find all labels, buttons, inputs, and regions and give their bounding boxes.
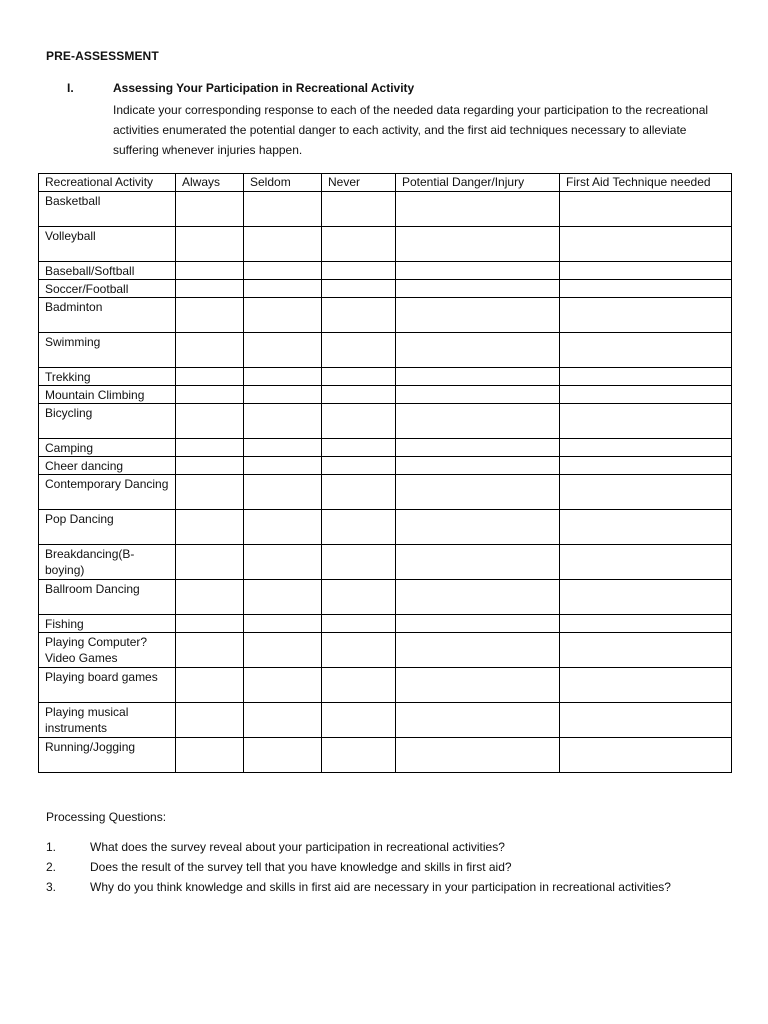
activity-name: Bicycling [39, 404, 176, 439]
always-cell[interactable] [176, 368, 244, 386]
list-item [46, 837, 671, 857]
seldom-cell[interactable] [244, 404, 322, 439]
column-header: Potential Danger/Injury [396, 174, 560, 192]
table-row [39, 404, 732, 439]
always-cell[interactable] [176, 333, 244, 368]
seldom-cell[interactable] [244, 668, 322, 703]
activity-name: Pop Dancing [39, 510, 176, 545]
never-cell[interactable] [322, 439, 396, 457]
first-aid-cell[interactable] [560, 298, 732, 333]
never-cell[interactable] [322, 703, 396, 738]
column-header: Always [176, 174, 244, 192]
never-cell[interactable] [322, 457, 396, 475]
seldom-cell[interactable] [244, 633, 322, 668]
always-cell[interactable] [176, 545, 244, 580]
never-cell[interactable] [322, 738, 396, 773]
seldom-cell[interactable] [244, 280, 322, 298]
first-aid-cell[interactable] [560, 262, 732, 280]
seldom-cell[interactable] [244, 262, 322, 280]
always-cell[interactable] [176, 633, 244, 668]
always-cell[interactable] [176, 262, 244, 280]
always-cell[interactable] [176, 298, 244, 333]
seldom-cell[interactable] [244, 510, 322, 545]
danger-injury-cell[interactable] [396, 580, 560, 615]
activity-name: Breakdancing(B-boying) [39, 545, 176, 580]
first-aid-cell[interactable] [560, 368, 732, 386]
column-header: First Aid Technique needed [560, 174, 732, 192]
first-aid-cell[interactable] [560, 404, 732, 439]
section-number: I. [67, 81, 74, 95]
always-cell[interactable] [176, 738, 244, 773]
list-item [46, 877, 671, 897]
activity-name: Badminton [39, 298, 176, 333]
never-cell[interactable] [322, 668, 396, 703]
never-cell[interactable] [322, 510, 396, 545]
first-aid-cell[interactable] [560, 386, 732, 404]
table-row [39, 333, 732, 368]
question-number: 1. [46, 840, 57, 854]
danger-injury-cell[interactable] [396, 298, 560, 333]
always-cell[interactable] [176, 280, 244, 298]
activity-name: Trekking [39, 368, 176, 386]
activity-name: Ballroom Dancing [39, 580, 176, 615]
seldom-cell[interactable] [244, 703, 322, 738]
table-header-row [39, 174, 732, 192]
seldom-cell[interactable] [244, 545, 322, 580]
question-number: 2. [46, 860, 57, 874]
question-number: 3. [46, 880, 57, 894]
always-cell[interactable] [176, 404, 244, 439]
danger-injury-cell[interactable] [396, 368, 560, 386]
processing-questions-list [46, 837, 671, 897]
first-aid-cell[interactable] [560, 227, 732, 262]
question-text: Does the result of the survey tell that you have knowledge and skills in first aid? [90, 860, 512, 874]
table-body [39, 192, 732, 773]
always-cell[interactable] [176, 457, 244, 475]
table-row [39, 386, 732, 404]
activity-name: Playing Computer? Video Games [39, 633, 176, 668]
first-aid-cell[interactable] [560, 668, 732, 703]
danger-injury-cell[interactable] [396, 738, 560, 773]
never-cell[interactable] [322, 227, 396, 262]
danger-injury-cell[interactable] [396, 475, 560, 510]
first-aid-cell[interactable] [560, 633, 732, 668]
table-row [39, 633, 732, 668]
never-cell[interactable] [322, 333, 396, 368]
danger-injury-cell[interactable] [396, 545, 560, 580]
first-aid-cell[interactable] [560, 439, 732, 457]
danger-injury-cell[interactable] [396, 280, 560, 298]
activity-name: Fishing [39, 615, 176, 633]
activity-name: Basketball [39, 192, 176, 227]
always-cell[interactable] [176, 668, 244, 703]
first-aid-cell[interactable] [560, 510, 732, 545]
never-cell[interactable] [322, 192, 396, 227]
processing-questions-heading: Processing Questions: [46, 810, 167, 824]
first-aid-cell[interactable] [560, 280, 732, 298]
first-aid-cell[interactable] [560, 475, 732, 510]
table-row [39, 510, 732, 545]
never-cell[interactable] [322, 404, 396, 439]
never-cell[interactable] [322, 368, 396, 386]
never-cell[interactable] [322, 262, 396, 280]
page-title: PRE-ASSESSMENT [46, 49, 159, 63]
table-row [39, 280, 732, 298]
table-row [39, 262, 732, 280]
always-cell[interactable] [176, 192, 244, 227]
seldom-cell[interactable] [244, 457, 322, 475]
column-header: Seldom [244, 174, 322, 192]
never-cell[interactable] [322, 580, 396, 615]
danger-injury-cell[interactable] [396, 386, 560, 404]
activity-name: Cheer dancing [39, 457, 176, 475]
section-title: Assessing Your Participation in Recreational Activity [113, 81, 415, 95]
first-aid-cell[interactable] [560, 703, 732, 738]
seldom-cell[interactable] [244, 615, 322, 633]
table-row [39, 192, 732, 227]
seldom-cell[interactable] [244, 439, 322, 457]
never-cell[interactable] [322, 298, 396, 333]
activity-name: Volleyball [39, 227, 176, 262]
table-row [39, 298, 732, 333]
seldom-cell[interactable] [244, 475, 322, 510]
always-cell[interactable] [176, 510, 244, 545]
first-aid-cell[interactable] [560, 738, 732, 773]
activity-name: Baseball/Softball [39, 262, 176, 280]
always-cell[interactable] [176, 386, 244, 404]
danger-injury-cell[interactable] [396, 668, 560, 703]
never-cell[interactable] [322, 545, 396, 580]
seldom-cell[interactable] [244, 298, 322, 333]
table-row [39, 545, 732, 580]
never-cell[interactable] [322, 633, 396, 668]
activity-name: Soccer/Football [39, 280, 176, 298]
always-cell[interactable] [176, 703, 244, 738]
never-cell[interactable] [322, 615, 396, 633]
activity-name: Mountain Climbing [39, 386, 176, 404]
activity-name: Contemporary Dancing [39, 475, 176, 510]
activity-name: Playing board games [39, 668, 176, 703]
danger-injury-cell[interactable] [396, 192, 560, 227]
table-row [39, 439, 732, 457]
table-row [39, 368, 732, 386]
activity-name: Camping [39, 439, 176, 457]
never-cell[interactable] [322, 475, 396, 510]
seldom-cell[interactable] [244, 227, 322, 262]
danger-injury-cell[interactable] [396, 333, 560, 368]
seldom-cell[interactable] [244, 738, 322, 773]
danger-injury-cell[interactable] [396, 633, 560, 668]
question-text: What does the survey reveal about your participation in recreational activities? [90, 840, 505, 854]
first-aid-cell[interactable] [560, 333, 732, 368]
activity-name: Running/Jogging [39, 738, 176, 773]
always-cell[interactable] [176, 227, 244, 262]
table-row [39, 475, 732, 510]
never-cell[interactable] [322, 280, 396, 298]
danger-injury-cell[interactable] [396, 404, 560, 439]
danger-injury-cell[interactable] [396, 615, 560, 633]
seldom-cell[interactable] [244, 580, 322, 615]
table-row [39, 668, 732, 703]
table-row [39, 738, 732, 773]
activity-name: Swimming [39, 333, 176, 368]
always-cell[interactable] [176, 439, 244, 457]
activity-name: Playing musical instruments [39, 703, 176, 738]
danger-injury-cell[interactable] [396, 457, 560, 475]
seldom-cell[interactable] [244, 192, 322, 227]
first-aid-cell[interactable] [560, 615, 732, 633]
always-cell[interactable] [176, 475, 244, 510]
danger-injury-cell[interactable] [396, 262, 560, 280]
first-aid-cell[interactable] [560, 192, 732, 227]
first-aid-cell[interactable] [560, 457, 732, 475]
seldom-cell[interactable] [244, 386, 322, 404]
table-row [39, 580, 732, 615]
table-row [39, 457, 732, 475]
always-cell[interactable] [176, 615, 244, 633]
table-row [39, 703, 732, 738]
column-header: Never [322, 174, 396, 192]
danger-injury-cell[interactable] [396, 439, 560, 457]
never-cell[interactable] [322, 386, 396, 404]
danger-injury-cell[interactable] [396, 703, 560, 738]
question-text: Why do you think knowledge and skills in first aid are necessary in your participation in recreational activities? [90, 880, 671, 894]
first-aid-cell[interactable] [560, 580, 732, 615]
seldom-cell[interactable] [244, 333, 322, 368]
table-row [39, 227, 732, 262]
column-header: Recreational Activity [39, 174, 176, 192]
seldom-cell[interactable] [244, 368, 322, 386]
danger-injury-cell[interactable] [396, 227, 560, 262]
list-item [46, 857, 671, 877]
danger-injury-cell[interactable] [396, 510, 560, 545]
recreational-activity-table [38, 173, 732, 773]
table-row [39, 615, 732, 633]
first-aid-cell[interactable] [560, 545, 732, 580]
section-instructions: Indicate your corresponding response to each of the needed data regarding your participation to the recreational activities enumerated the potential danger to each activity, and the first aid techniques necessary to alleviate suffering whenever injuries happen. [113, 103, 709, 157]
always-cell[interactable] [176, 580, 244, 615]
